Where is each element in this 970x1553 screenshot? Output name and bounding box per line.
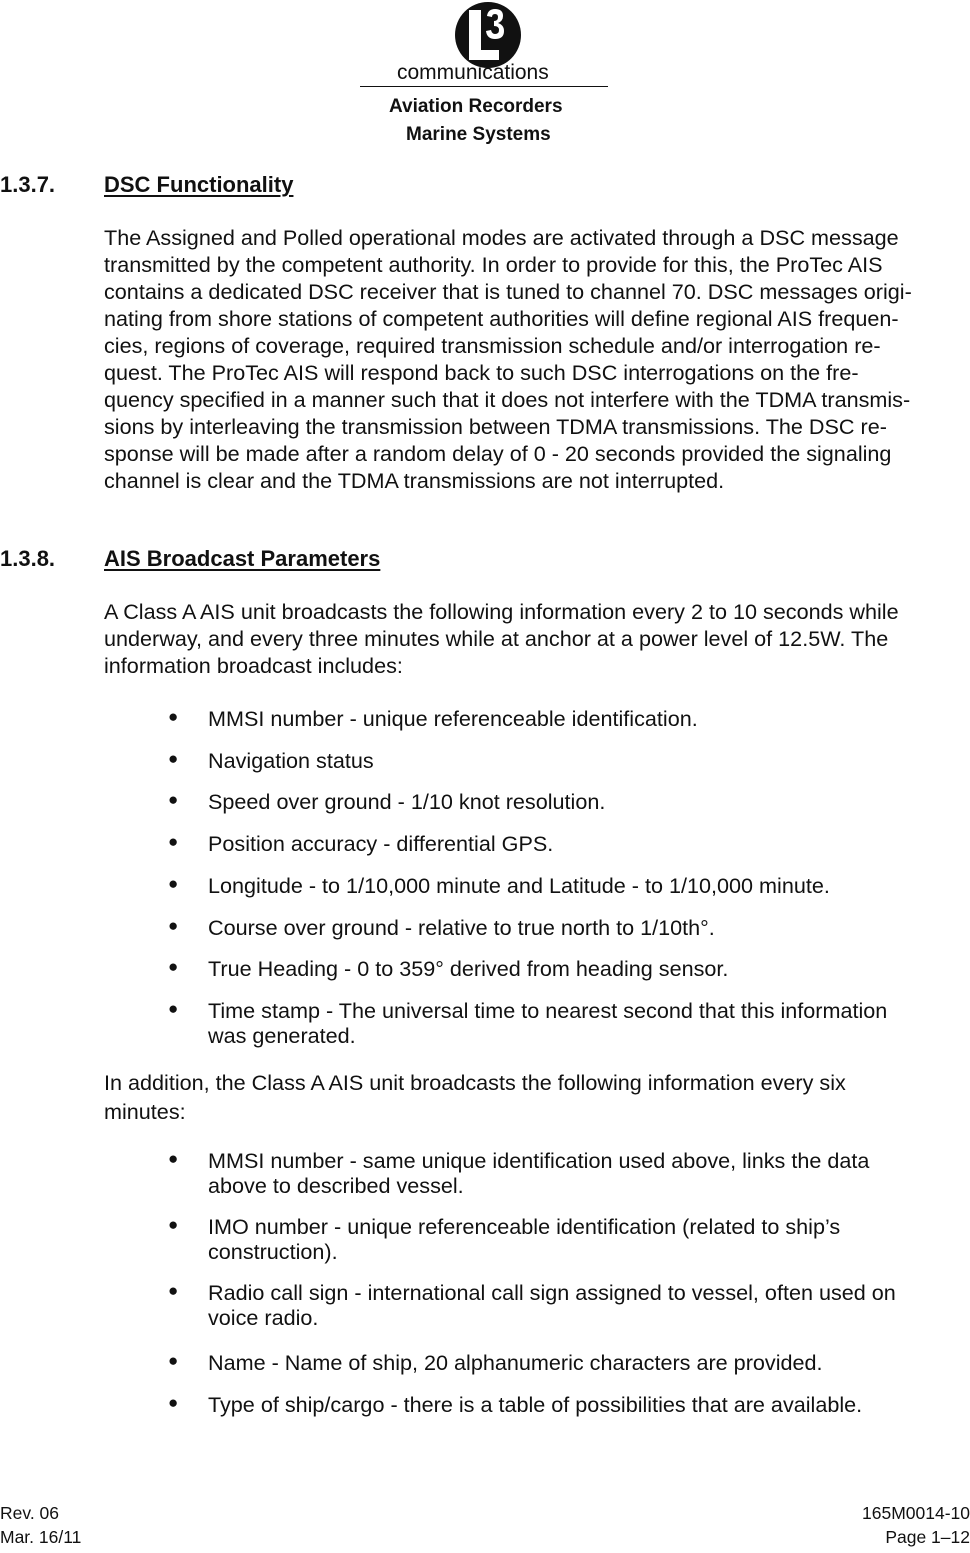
intro-paragraph xyxy=(104,598,899,679)
bullet-icon: ● xyxy=(168,790,179,809)
list-item-line: was generated. xyxy=(208,1023,356,1048)
list-item-line: construction). xyxy=(208,1239,338,1264)
bullet-icon: ● xyxy=(168,999,179,1018)
page-number: Page 1–12 xyxy=(885,1527,970,1547)
bullet-icon: ● xyxy=(168,832,179,851)
text-line: The Assigned and Polled operational modes are activated through a DSC message xyxy=(104,225,899,250)
section-title-text: DSC Functionality xyxy=(104,172,294,197)
bullet-icon: ● xyxy=(168,1215,179,1234)
bullet-icon: ● xyxy=(168,707,179,726)
section-number: 1.3.7. xyxy=(0,172,56,197)
bullet-icon: ● xyxy=(168,1351,179,1370)
text-line: channel is clear and the TDMA transmissions are not interrupted. xyxy=(104,468,725,493)
list-item-line: MMSI number - same unique identification used above, links the data xyxy=(208,1148,870,1173)
list-item-line: Course over ground - relative to true north to 1/10th°. xyxy=(208,915,715,940)
list-item-line: Longitude - to 1/10,000 minute and Latitude - to 1/10,000 minute. xyxy=(208,873,830,898)
text-line: underway, and every three minutes while at anchor at a power level of 12.5W. The xyxy=(104,626,889,651)
text-line: contains a dedicated DSC receiver that is tuned to channel 70. DSC messages origi- xyxy=(104,279,912,304)
list-item-line: above to described vessel. xyxy=(208,1173,464,1198)
bullet-icon: ● xyxy=(168,916,179,935)
bullet-icon: ● xyxy=(168,957,179,976)
text-line: cies, regions of coverage, required transmission schedule and/or interrogation re- xyxy=(104,333,881,358)
list-item-line: Radio call sign - international call sign assigned to vessel, often used on xyxy=(208,1280,896,1305)
document-number: 165M0014-10 xyxy=(862,1503,970,1523)
list-item-line: Speed over ground - 1/10 knot resolution. xyxy=(208,789,606,814)
section-number: 1.3.8. xyxy=(0,546,56,571)
bullet-icon: ● xyxy=(168,874,179,893)
text-line: quency specified in a manner such that it does not interfere with the TDMA transmis- xyxy=(104,387,911,412)
text-line: sions by interleaving the transmission between TDMA transmissions. The DSC re- xyxy=(104,414,887,439)
list-item-line: MMSI number - unique referenceable identification. xyxy=(208,706,698,731)
list-item xyxy=(208,1148,869,1198)
list-item xyxy=(208,1280,896,1330)
header-line1: Aviation Recorders xyxy=(389,96,563,117)
revision-date: Mar. 16/11 xyxy=(0,1527,82,1547)
section-title xyxy=(104,546,380,572)
list-item-line: Position accuracy - differential GPS. xyxy=(208,831,554,856)
text-line: transmitted by the competent authority. In order to provide for this, the ProTec AIS xyxy=(104,252,883,277)
text-line: In addition, the Class A AIS unit broadcasts the following information every six xyxy=(104,1070,846,1095)
l3-logo-icon xyxy=(455,2,521,68)
revision: Rev. 06 xyxy=(0,1503,60,1523)
list-item-line: Type of ship/cargo - there is a table of possibilities that are available. xyxy=(208,1392,863,1417)
list-item xyxy=(208,873,830,898)
text-line: A Class A AIS unit broadcasts the following information every 2 to 10 seconds while xyxy=(104,599,899,624)
list-item xyxy=(208,1350,823,1375)
text-line: information broadcast includes: xyxy=(104,653,403,678)
section-title-text: AIS Broadcast Parameters xyxy=(104,546,381,571)
bullet-icon: ● xyxy=(168,1393,179,1412)
header-divider xyxy=(360,86,608,87)
list-item xyxy=(208,748,374,773)
middle-paragraph xyxy=(104,1068,846,1126)
list-item xyxy=(208,1392,862,1417)
text-line: nating from shore stations of competent authorities will define regional AIS frequen- xyxy=(104,306,899,331)
section-title xyxy=(104,172,293,198)
list-item-line: True Heading - 0 to 359° derived from heading sensor. xyxy=(208,956,729,981)
list-item-line: IMO number - unique referenceable identification (related to ship’s xyxy=(208,1214,841,1239)
list-item-line: Time stamp - The universal time to nearest second that this information xyxy=(208,998,888,1023)
list-item-line: voice radio. xyxy=(208,1305,319,1330)
text-line: quest. The ProTec AIS will respond back to such DSC interrogations on the fre- xyxy=(104,360,859,385)
list-item-line: Name - Name of ship, 20 alphanumeric characters are provided. xyxy=(208,1350,823,1375)
header-line2: Marine Systems xyxy=(406,124,551,145)
logo-word: communications xyxy=(397,61,549,84)
list-item xyxy=(208,956,728,981)
list-item xyxy=(208,789,605,814)
list-item-line: Navigation status xyxy=(208,748,374,773)
bullet-icon: ● xyxy=(168,749,179,768)
section-paragraph xyxy=(104,224,912,494)
list-item xyxy=(208,1214,840,1264)
list-item xyxy=(208,998,887,1048)
text-line: minutes: xyxy=(104,1099,186,1124)
bullet-icon: ● xyxy=(168,1281,179,1300)
list-item xyxy=(208,915,715,940)
list-item xyxy=(208,831,553,856)
list-item xyxy=(208,706,698,731)
bullet-icon: ● xyxy=(168,1149,179,1168)
text-line: sponse will be made after a random delay of 0 - 20 seconds provided the signaling xyxy=(104,441,892,466)
